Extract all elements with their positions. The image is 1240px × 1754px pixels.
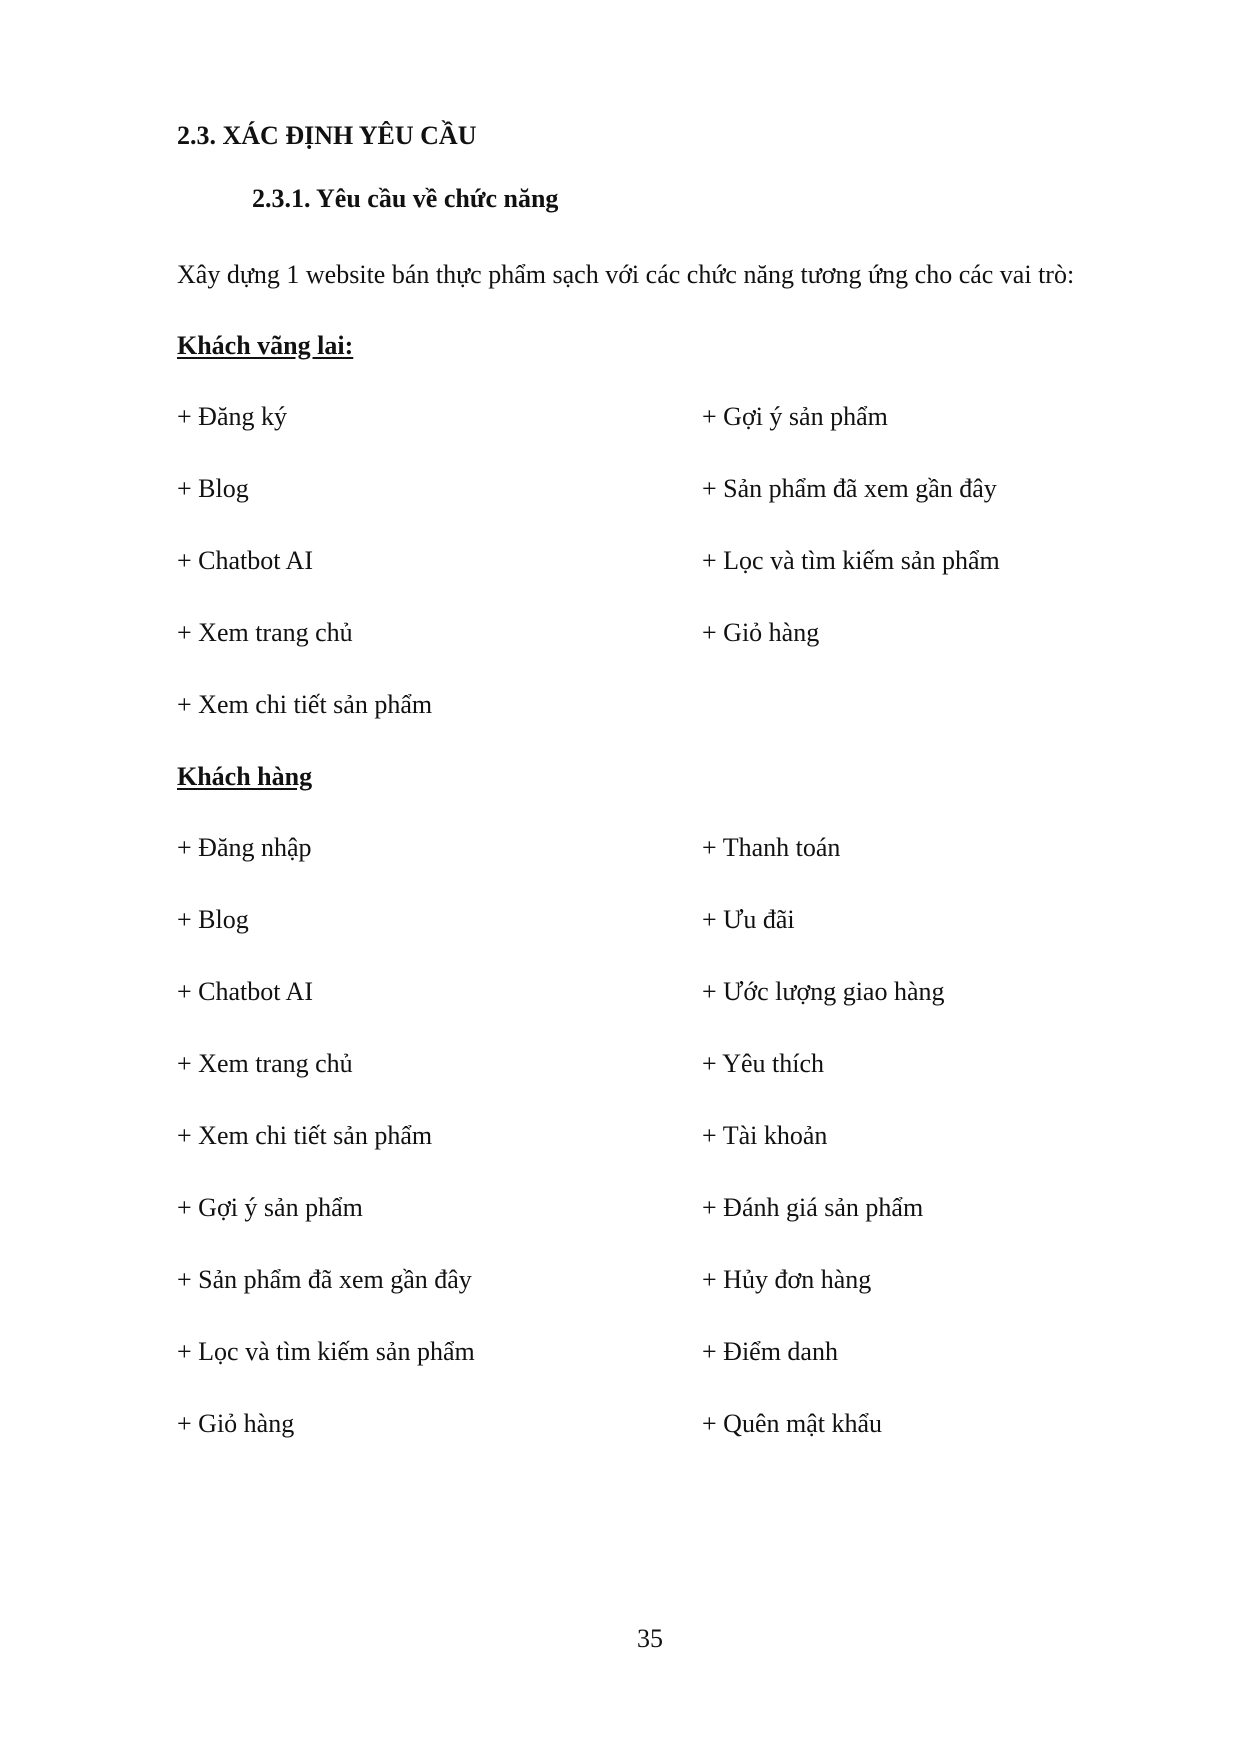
list-item: + Gợi ý sản phẩm	[702, 402, 888, 431]
list-item: + Điểm danh	[702, 1337, 838, 1366]
list-item: + Chatbot AI	[177, 977, 313, 1006]
list-item: + Đánh giá sản phẩm	[702, 1193, 924, 1222]
list-item: + Ưu đãi	[702, 905, 795, 934]
role-heading-guest: Khách vãng lai:	[177, 331, 354, 360]
list-item: + Đăng ký	[177, 402, 287, 431]
list-item: + Giỏ hàng	[177, 1409, 295, 1438]
list-item: + Lọc và tìm kiếm sản phẩm	[177, 1337, 475, 1366]
list-item: + Xem chi tiết sản phẩm	[177, 690, 433, 719]
page-number: 35	[637, 1624, 663, 1653]
list-item: + Đăng nhập	[177, 833, 312, 862]
list-item: + Blog	[177, 474, 249, 503]
list-item: + Thanh toán	[702, 833, 841, 862]
list-item: + Sản phẩm đã xem gần đây	[177, 1265, 472, 1294]
customer-feature-list	[177, 830, 1077, 1478]
list-item: + Blog	[177, 905, 249, 934]
list-item: + Yêu thích	[702, 1049, 825, 1078]
list-item: + Quên mật khẩu	[702, 1409, 883, 1438]
list-item: + Ước lượng giao hàng	[702, 977, 945, 1006]
role-heading-customer: Khách hàng	[177, 762, 313, 791]
list-item: + Xem trang chủ	[177, 618, 353, 647]
list-item: + Hủy đơn hàng	[702, 1265, 872, 1294]
list-item: + Gợi ý sản phẩm	[177, 1193, 363, 1222]
list-item: + Tài khoản	[702, 1121, 828, 1150]
list-item	[702, 687, 1077, 759]
list-item: + Chatbot AI	[177, 546, 313, 575]
subsection-title: 2.3.1. Yêu cầu về chức năng	[252, 184, 559, 213]
list-item: + Xem chi tiết sản phẩm	[177, 1121, 433, 1150]
list-item: + Sản phẩm đã xem gần đây	[702, 474, 997, 503]
list-item: + Lọc và tìm kiếm sản phẩm	[702, 546, 1000, 575]
list-item: + Xem trang chủ	[177, 1049, 353, 1078]
intro-paragraph: Xây dựng 1 website bán thực phẩm sạch với các chức năng tương ứng cho các vai trò:	[177, 260, 1075, 289]
section-title: 2.3. XÁC ĐỊNH YÊU CẦU	[177, 121, 477, 150]
guest-feature-list	[177, 399, 1077, 759]
list-item: + Giỏ hàng	[702, 618, 820, 647]
